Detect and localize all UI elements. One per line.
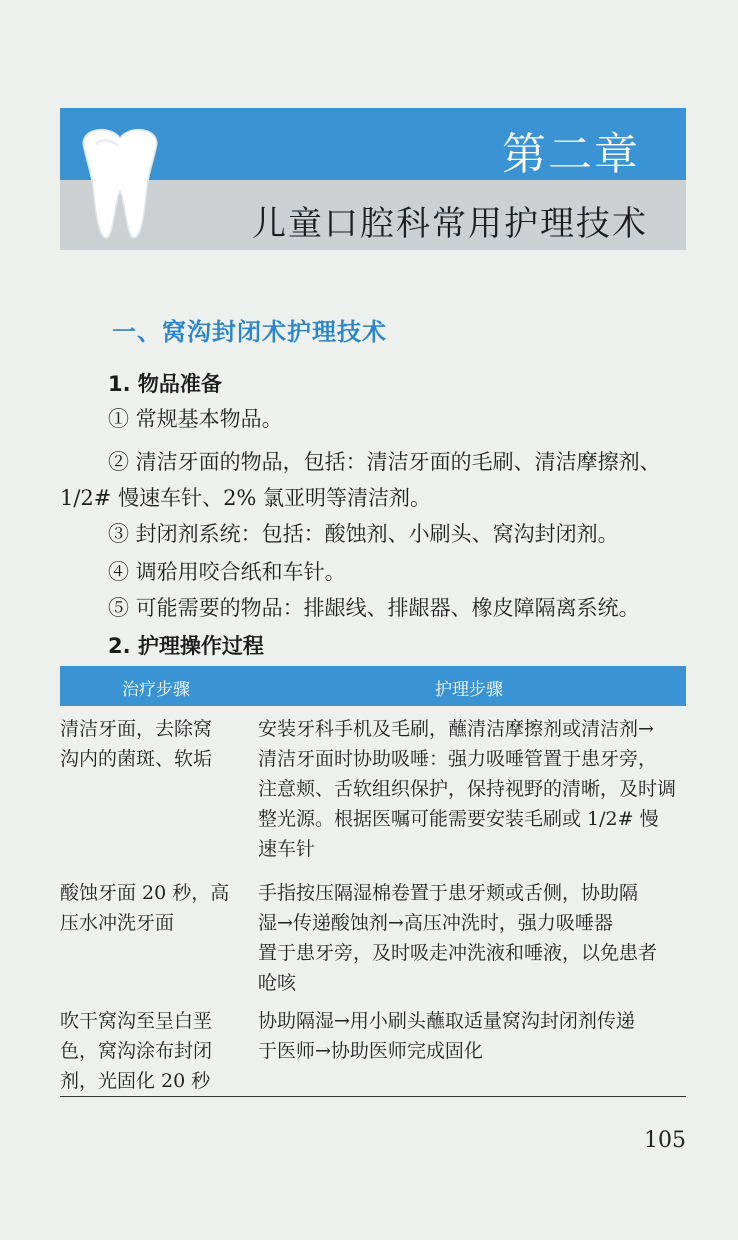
table-bottom-rule [60,1096,686,1097]
nursing-step-cell: 安装牙科手机及毛刷，蘸清洁摩擦剂或清洁剂→ 清洁牙面时协助吸唾：强力吸唾管置于患牙旁， 注意颊、舌软组织保护，保持视野的清晰，及时调 整光源。根据医嘱可能需要安装毛刷或 1/2# 慢 速车针 [258,718,677,860]
list-item: ⑤ 可能需要的物品：排龈线、排龈器、橡皮障隔离系统。 [108,596,640,620]
nursing-step-cell: 协助隔湿→用小刷头蘸取适量窝沟封闭剂传递 于医师→协助医师完成固化 [258,1010,635,1062]
table-row [60,870,686,1002]
nursing-procedure-table [60,666,686,1094]
header-treatment-step: 治疗步骤 [122,680,190,700]
nursing-step-cell: 手指按压隔湿棉卷置于患牙颊或舌侧，协助隔 湿→传递酸蚀剂→高压冲洗时，强力吸唾器 置于患牙旁，及时吸走冲洗液和唾液，以免患者 呛咳 [258,882,658,994]
treatment-step-cell: 吹干窝沟至呈白垩 色，窝沟涂布封闭 剂，光固化 20 秒 [60,1010,213,1092]
tooth-icon [70,126,170,244]
chapter-title: 儿童口腔科常用护理技术 [252,204,648,244]
list-item: ② 清洁牙面的物品，包括：清洁牙面的毛刷、清洁摩擦剂、 [108,450,661,474]
list-item-continuation: 1/2# 慢速车针、2% 氯亚明等清洁剂。 [60,486,432,510]
page-number: 105 [644,1128,686,1153]
section-heading: 一、窝沟封闭术护理技术 [112,318,387,346]
list-item: ① 常规基本物品。 [108,407,283,431]
part1-heading: 1. 物品准备 [108,372,222,396]
chapter-number: 第二章 [502,129,640,180]
table-header [60,666,686,706]
chapter-banner [60,108,686,250]
list-item: ④ 调𬌗用咬合纸和车针。 [108,560,346,584]
header-nursing-step: 护理步骤 [435,680,503,700]
table-row [60,1002,686,1094]
treatment-step-cell: 酸蚀牙面 20 秒，高 压水冲洗牙面 [60,882,230,934]
treatment-step-cell: 清洁牙面，去除窝 沟内的菌斑、软垢 [60,718,213,770]
table-row [60,706,686,870]
part2-heading: 2. 护理操作过程 [108,634,264,658]
list-item: ③ 封闭剂系统：包括：酸蚀剂、小刷头、窝沟封闭剂。 [108,522,619,546]
